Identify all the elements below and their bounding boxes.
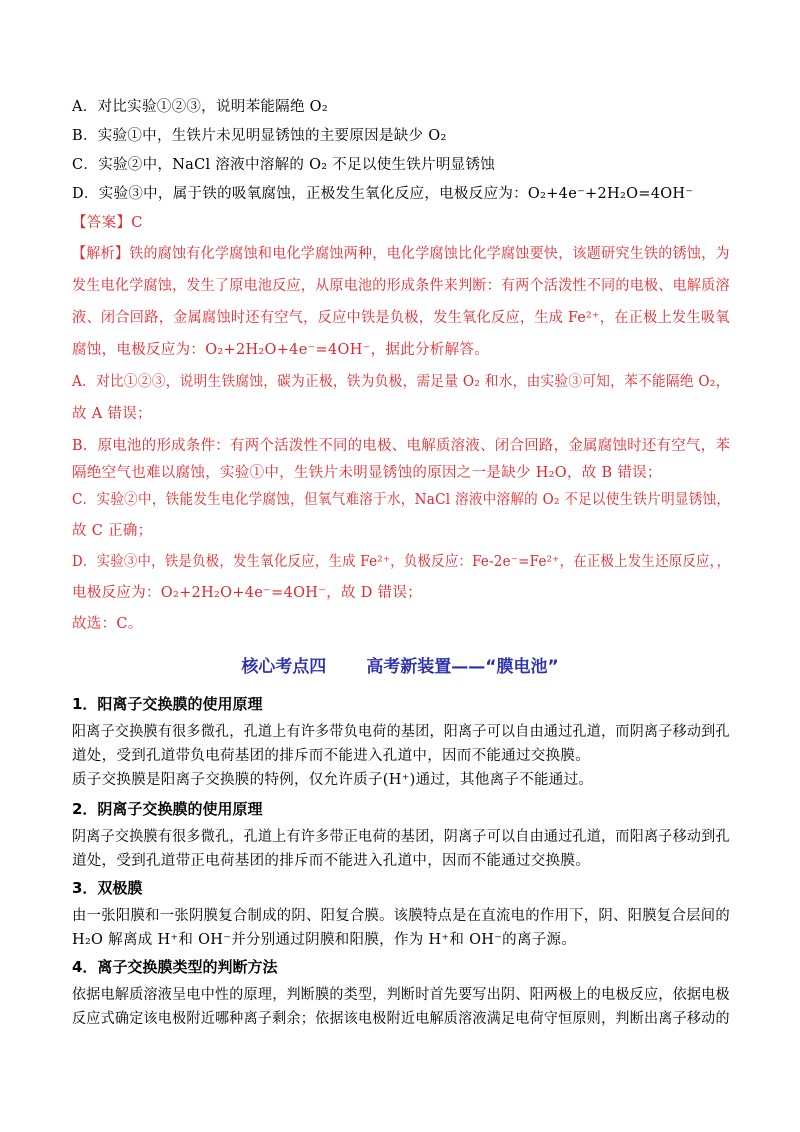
analysis-line: A．对比①②③，说明生铁腐蚀，碳为正极，铁为负极，需足量 O₂ 和水，由实验③可知，苯不能隔绝 O₂， [72, 374, 730, 390]
analysis-line: 电极反应为：O₂+2H₂O+4e⁻=4OH⁻，故 D 错误； [72, 585, 422, 601]
body-line: 阳离子交换膜有很多微孔，孔道上有许多带负电荷的基团，阳离子可以自由通过孔道，而阴离子移动到孔 [72, 724, 730, 740]
body-line: 依据电解质溶液呈电中性的原理，判断膜的类型，判断时首先要写出阴、阳两极上的电极反应，依据电极 [72, 987, 730, 1003]
analysis-line: B．原电池的形成条件：有两个活泼性不同的电极、电解质溶液、闭合回路，金属腐蚀时还有空气，苯 [72, 438, 731, 454]
analysis-line: 隔绝空气也难以腐蚀，实验①中，生铁片未明显锈蚀的原因之一是缺少 H₂O，故 B 错误； [72, 465, 662, 481]
analysis-line: 发生电化学腐蚀，发生了原电池反应，从原电池的形成条件来判断：有两个活泼性不同的电极、电解质溶 [72, 278, 730, 294]
body-line: 道处，受到孔道带负电荷基团的排斥而不能进入孔道中，因而不能通过交换膜。 [72, 748, 590, 764]
option-d: D．实验③中，属于铁的吸氧腐蚀，正极发生氧化反应，电极反应为：O₂+4e⁻+2H₂O=4OH⁻ [72, 186, 694, 202]
analysis-line: D．实验③中，铁是负极，发生氧化反应，生成 Fe²⁺，负极反应：Fe-2e⁻=Fe²⁺，在正极上发生还原反应，， [72, 554, 731, 570]
body-line: 道处，受到孔道带正电荷基团的排斥而不能进入孔道中，因而不能通过交换膜。 [72, 853, 590, 869]
analysis-line: 故 A 错误； [72, 406, 152, 422]
option-b: B．实验①中，生铁片未见明显锈蚀的主要原因是缺少 O₂ [72, 128, 447, 144]
heading-left: 核心考点四 [241, 657, 327, 677]
body-line: 阴离子交换膜有很多微孔，孔道上有许多带正电荷的基团，阴离子可以自由通过孔道，而阳离子移动到孔 [72, 829, 730, 845]
section-title: 3．双极膜 [72, 879, 143, 897]
section-title: 2．阴离子交换膜的使用原理 [72, 800, 263, 818]
body-line: H₂O 解离成 H⁺和 OH⁻并分别通过阴膜和阳膜，作为 H⁺和 OH⁻的离子源。 [72, 932, 577, 948]
option-a: A．对比实验①②③，说明苯能隔绝 O₂ [72, 99, 328, 115]
analysis-line: C．实验②中，铁能发生电化学腐蚀，但氧气难溶于水，NaCl 溶液中溶解的 O₂ 不足以使生铁片明显锈蚀， [72, 492, 731, 508]
answer-line: 【答案】C [72, 215, 143, 231]
body-line: 质子交换膜是阳离子交换膜的特例，仅允许质子(H⁺)通过，其他离子不能通过。 [72, 772, 594, 788]
option-c: C．实验②中，NaCl 溶液中溶解的 O₂ 不足以使生铁片明显锈蚀 [72, 157, 496, 173]
heading-right: 高考新装置——“膜电池” [366, 657, 559, 677]
section-heading [0, 652, 800, 677]
analysis-line: 故选：C。 [72, 616, 143, 632]
section-title: 4．离子交换膜类型的判断方法 [72, 958, 278, 976]
body-line: 由一张阳膜和一张阴膜复合制成的阴、阳复合膜。该膜特点是在直流电的作用下，阴、阳膜复合层间的 [72, 908, 730, 924]
body-line: 反应式确定该电极附近哪种离子剩余；依据该电极附近电解质溶液满足电荷守恒原则，判断出离子移动的 [72, 1011, 730, 1027]
analysis-line: 故 C 正确； [72, 523, 153, 539]
analysis-line: 【解析】铁的腐蚀有化学腐蚀和电化学腐蚀两种，电化学腐蚀比化学腐蚀要快，该题研究生铁的锈蚀，为 [72, 246, 730, 262]
analysis-line: 腐蚀，电极反应为：O₂+2H₂O+4e⁻=4OH⁻，据此分析解答。 [72, 342, 489, 358]
analysis-line: 液、闭合回路，金属腐蚀时还有空气，反应中铁是负极，发生氧化反应，生成 Fe²⁺，在正极上发生吸氧 [72, 310, 730, 326]
section-title: 1．阳离子交换膜的使用原理 [72, 695, 263, 713]
